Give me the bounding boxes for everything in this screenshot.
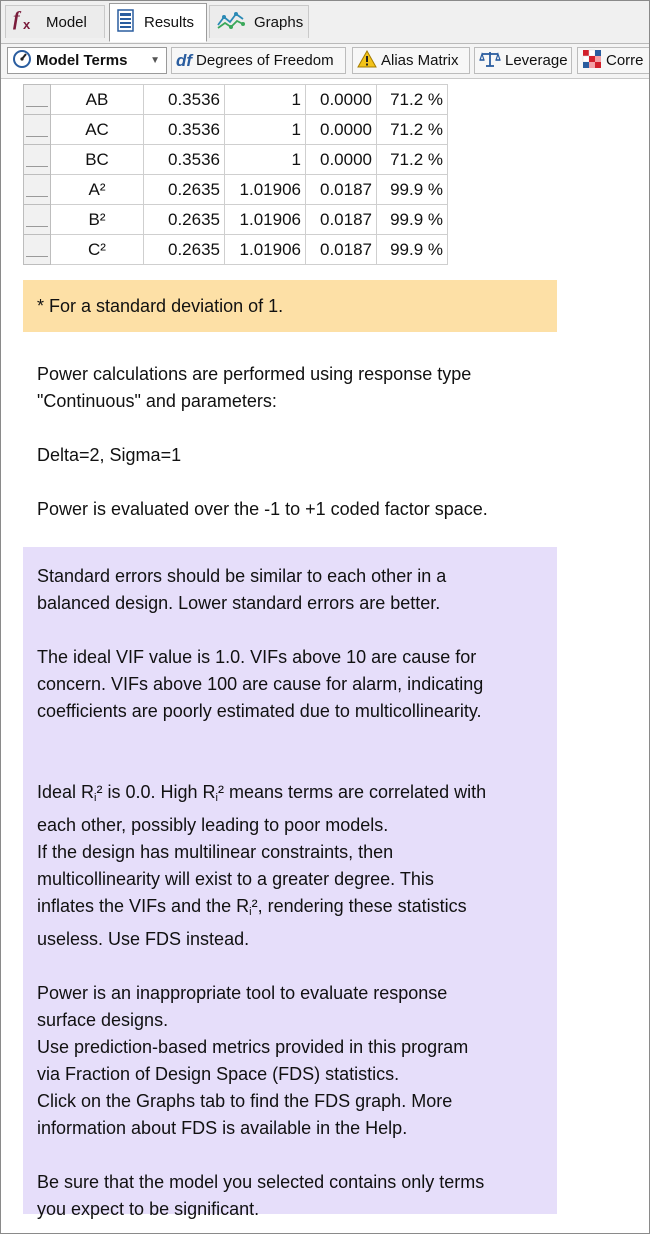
- table-row: [24, 235, 448, 265]
- std-error-cell: 0.2635: [144, 205, 225, 235]
- correlation-grid-icon: [582, 49, 602, 73]
- warning-triangle-icon: [357, 50, 377, 72]
- ri-squared-cell: 0.0000: [306, 85, 377, 115]
- ri-squared-cell: 0.0187: [306, 175, 377, 205]
- ri-squared-cell: 0.0187: [306, 235, 377, 265]
- df-icon: df: [176, 50, 193, 70]
- guidance-panel: [23, 547, 557, 1219]
- gauge-icon: [12, 49, 32, 73]
- guidance-line: surface designs.: [37, 1010, 169, 1030]
- guidance-line: information about FDS is available in the Help.: [37, 1118, 408, 1138]
- guidance-line: useless. Use FDS instead.: [37, 929, 250, 949]
- term-cell: AB: [51, 85, 144, 115]
- guidance-line: each other, possibly leading to poor models.: [37, 815, 389, 835]
- vif-cell: 1.01906: [225, 235, 306, 265]
- guidance-line: The ideal VIF value is 1.0. VIFs above 10 are cause for: [37, 647, 477, 667]
- vif-cell: 1: [225, 145, 306, 175]
- row-header[interactable]: [24, 205, 51, 235]
- std-error-cell: 0.2635: [144, 235, 225, 265]
- power-cell: 71.2 %: [377, 115, 448, 145]
- power-info-line: Power calculations are performed using response type: [37, 364, 472, 384]
- tab-graphs[interactable]: [209, 5, 309, 38]
- term-cell: AC: [51, 115, 144, 145]
- row-header[interactable]: [24, 115, 51, 145]
- term-cell: B²: [51, 205, 144, 235]
- row-header[interactable]: [24, 235, 51, 265]
- tab-graphs-label: Graphs: [254, 13, 304, 31]
- vif-cell: 1: [225, 85, 306, 115]
- correlation-label: Corre: [606, 52, 644, 69]
- guidance-line: Click on the Graphs tab to find the FDS graph. More: [37, 1091, 453, 1111]
- power-cell: 99.9 %: [377, 175, 448, 205]
- guidance-line: you expect to be significant.: [37, 1199, 260, 1219]
- model-terms-button[interactable]: [7, 47, 167, 74]
- ri-squared-cell: 0.0000: [306, 145, 377, 175]
- guidance-line: inflates the VIFs and the $R_i^2$, rendering these statistics: [37, 896, 467, 918]
- ri-squared-cell: 0.0000: [306, 115, 377, 145]
- term-cell: A²: [51, 175, 144, 205]
- std-dev-note: * For a standard deviation of 1.: [23, 280, 557, 332]
- power-parameters: Delta=2, Sigma=1: [37, 445, 182, 465]
- degrees-of-freedom-label: Degrees of Freedom: [196, 52, 334, 69]
- table-row: [24, 205, 448, 235]
- std-error-cell: 0.3536: [144, 115, 225, 145]
- leverage-label: Leverage: [505, 52, 568, 69]
- fx-icon: [12, 8, 38, 36]
- svg-text:x: x: [23, 17, 31, 32]
- table-row: [24, 85, 448, 115]
- guidance-line: coefficients are poorly estimated due to multicollinearity.: [37, 701, 482, 721]
- table-row: [24, 145, 448, 175]
- power-cell: 99.9 %: [377, 235, 448, 265]
- row-header[interactable]: [24, 145, 51, 175]
- std-error-cell: 0.2635: [144, 175, 225, 205]
- table-row: [24, 175, 448, 205]
- power-cell: 71.2 %: [377, 85, 448, 115]
- balance-scale-icon: [479, 50, 501, 72]
- guidance-line: Power is an inappropriate tool to evaluate response: [37, 983, 448, 1003]
- guidance-line: Be sure that the model you selected contains only terms: [37, 1172, 485, 1192]
- std-error-cell: 0.3536: [144, 85, 225, 115]
- guidance-line: Ideal $R_i^2$ is 0.0. High $R_i^2$ means terms are correlated with: [37, 782, 487, 804]
- results-subtoolbar: [1, 44, 649, 79]
- tab-model-label: Model: [46, 13, 87, 31]
- power-cell: 99.9 %: [377, 205, 448, 235]
- svg-text:f: f: [13, 8, 20, 30]
- tab-results-label: Results: [144, 14, 195, 31]
- results-document-icon: [116, 9, 136, 37]
- std-error-cell: 0.3536: [144, 145, 225, 175]
- term-cell: BC: [51, 145, 144, 175]
- tab-results[interactable]: [109, 3, 207, 42]
- alias-matrix-label: Alias Matrix: [381, 52, 459, 69]
- term-cell: C²: [51, 235, 144, 265]
- correlation-button[interactable]: [577, 47, 650, 74]
- row-header[interactable]: [24, 85, 51, 115]
- guidance-line: Use prediction-based metrics provided in this program: [37, 1037, 469, 1057]
- row-header[interactable]: [24, 175, 51, 205]
- main-tab-bar: [1, 1, 649, 44]
- guidance-line: balanced design. Lower standard errors are better.: [37, 593, 441, 613]
- power-info-section: [37, 361, 557, 523]
- ri-squared-cell: 0.0187: [306, 205, 377, 235]
- table-row: [24, 115, 448, 145]
- alias-matrix-button[interactable]: [352, 47, 470, 74]
- power-info-line: "Continuous" and parameters:: [37, 391, 277, 411]
- graphs-line-icon: [216, 9, 246, 35]
- model-terms-table: [23, 84, 448, 265]
- model-terms-label: Model Terms: [36, 52, 128, 69]
- guidance-line: If the design has multilinear constraints, then: [37, 842, 394, 862]
- power-space-text: Power is evaluated over the -1 to +1 coded factor space.: [37, 499, 488, 519]
- tab-model[interactable]: [5, 5, 105, 38]
- power-cell: 71.2 %: [377, 145, 448, 175]
- vif-cell: 1.01906: [225, 205, 306, 235]
- vif-cell: 1.01906: [225, 175, 306, 205]
- guidance-line: multicollinearity will exist to a greater degree. This: [37, 869, 434, 889]
- guidance-line: via Fraction of Design Space (FDS) statistics.: [37, 1064, 400, 1084]
- leverage-button[interactable]: [474, 47, 572, 74]
- chevron-down-icon[interactable]: ▼: [150, 55, 160, 66]
- vif-cell: 1: [225, 115, 306, 145]
- guidance-line: Standard errors should be similar to each other in a: [37, 566, 447, 586]
- guidance-line: concern. VIFs above 100 are cause for alarm, indicating: [37, 674, 484, 694]
- degrees-of-freedom-button[interactable]: [171, 47, 346, 74]
